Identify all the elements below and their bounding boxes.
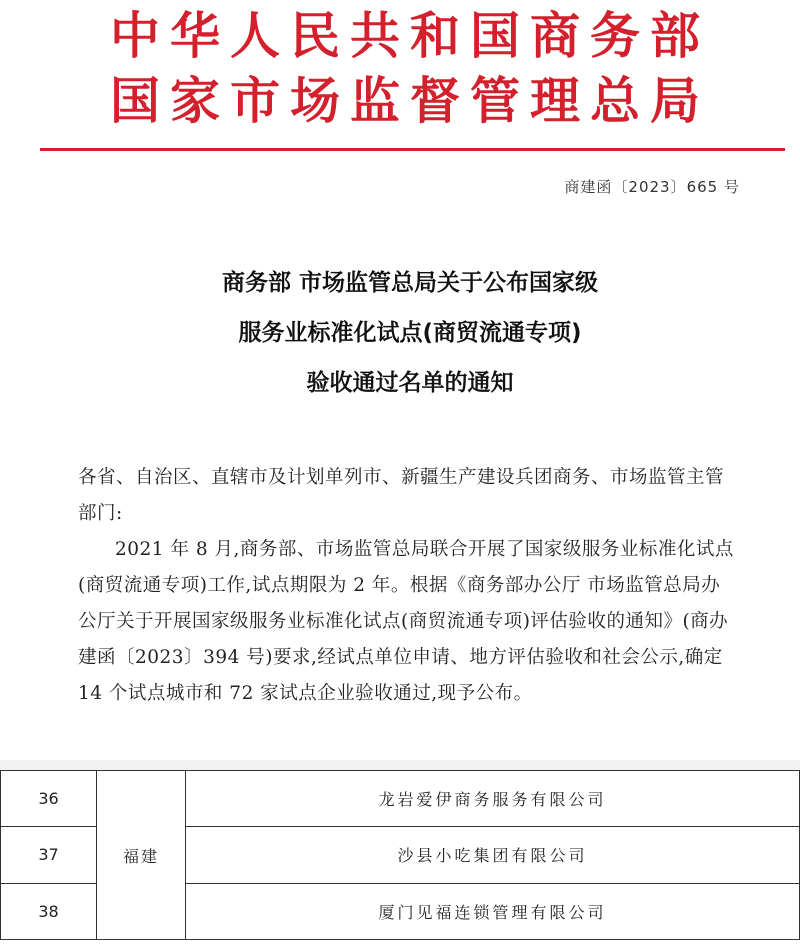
province-cell: 福建: [97, 771, 186, 940]
issuer-header-commerce: 中华人民共和国商务部: [110, 7, 710, 65]
row-number: 38: [1, 883, 97, 939]
red-divider-line: [40, 148, 785, 151]
salutation: 各省、自治区、直辖市及计划单列市、新疆生产建设兵团商务、市场监管主管部门:: [78, 467, 725, 524]
row-number: 37: [1, 827, 97, 883]
issuer-header-market-regulation: 国家市场监督管理总局: [110, 72, 710, 130]
table-row: [1, 771, 800, 827]
approved-enterprises-table: [0, 770, 800, 940]
body-paragraph: 2021 年 8 月,商务部、市场监管总局联合开展了国家级服务业标准化试点(商贸流通专项)工作,试点期限为 2 年。根据《商务部办公厅 市场监管总局办公厅关于开展国家级服务业标准化试点(商贸流通专项)评估验收的通知》(商办建函〔2023〕394 号)要求,经试点单位申请、地方评估验收和社会公示,确定 14 个试点城市和 72 家试点企业验收通过,现予公布。: [78, 539, 734, 704]
document-body: [78, 460, 738, 712]
title-line-2: 服务业标准化试点(商贸流通专项): [238, 320, 582, 346]
title-line-3: 验收通过名单的通知: [306, 370, 514, 396]
title-line-1: 商务部 市场监管总局关于公布国家级: [221, 270, 598, 296]
document-title: [60, 258, 760, 408]
company-name: 沙县小吃集团有限公司: [186, 827, 800, 883]
document-number: 商建函〔2023〕665 号: [564, 178, 740, 196]
company-name: 厦门见福连锁管理有限公司: [186, 883, 800, 939]
page-separator: [0, 760, 800, 770]
company-name: 龙岩爱伊商务服务有限公司: [186, 771, 800, 827]
row-number: 36: [1, 771, 97, 827]
